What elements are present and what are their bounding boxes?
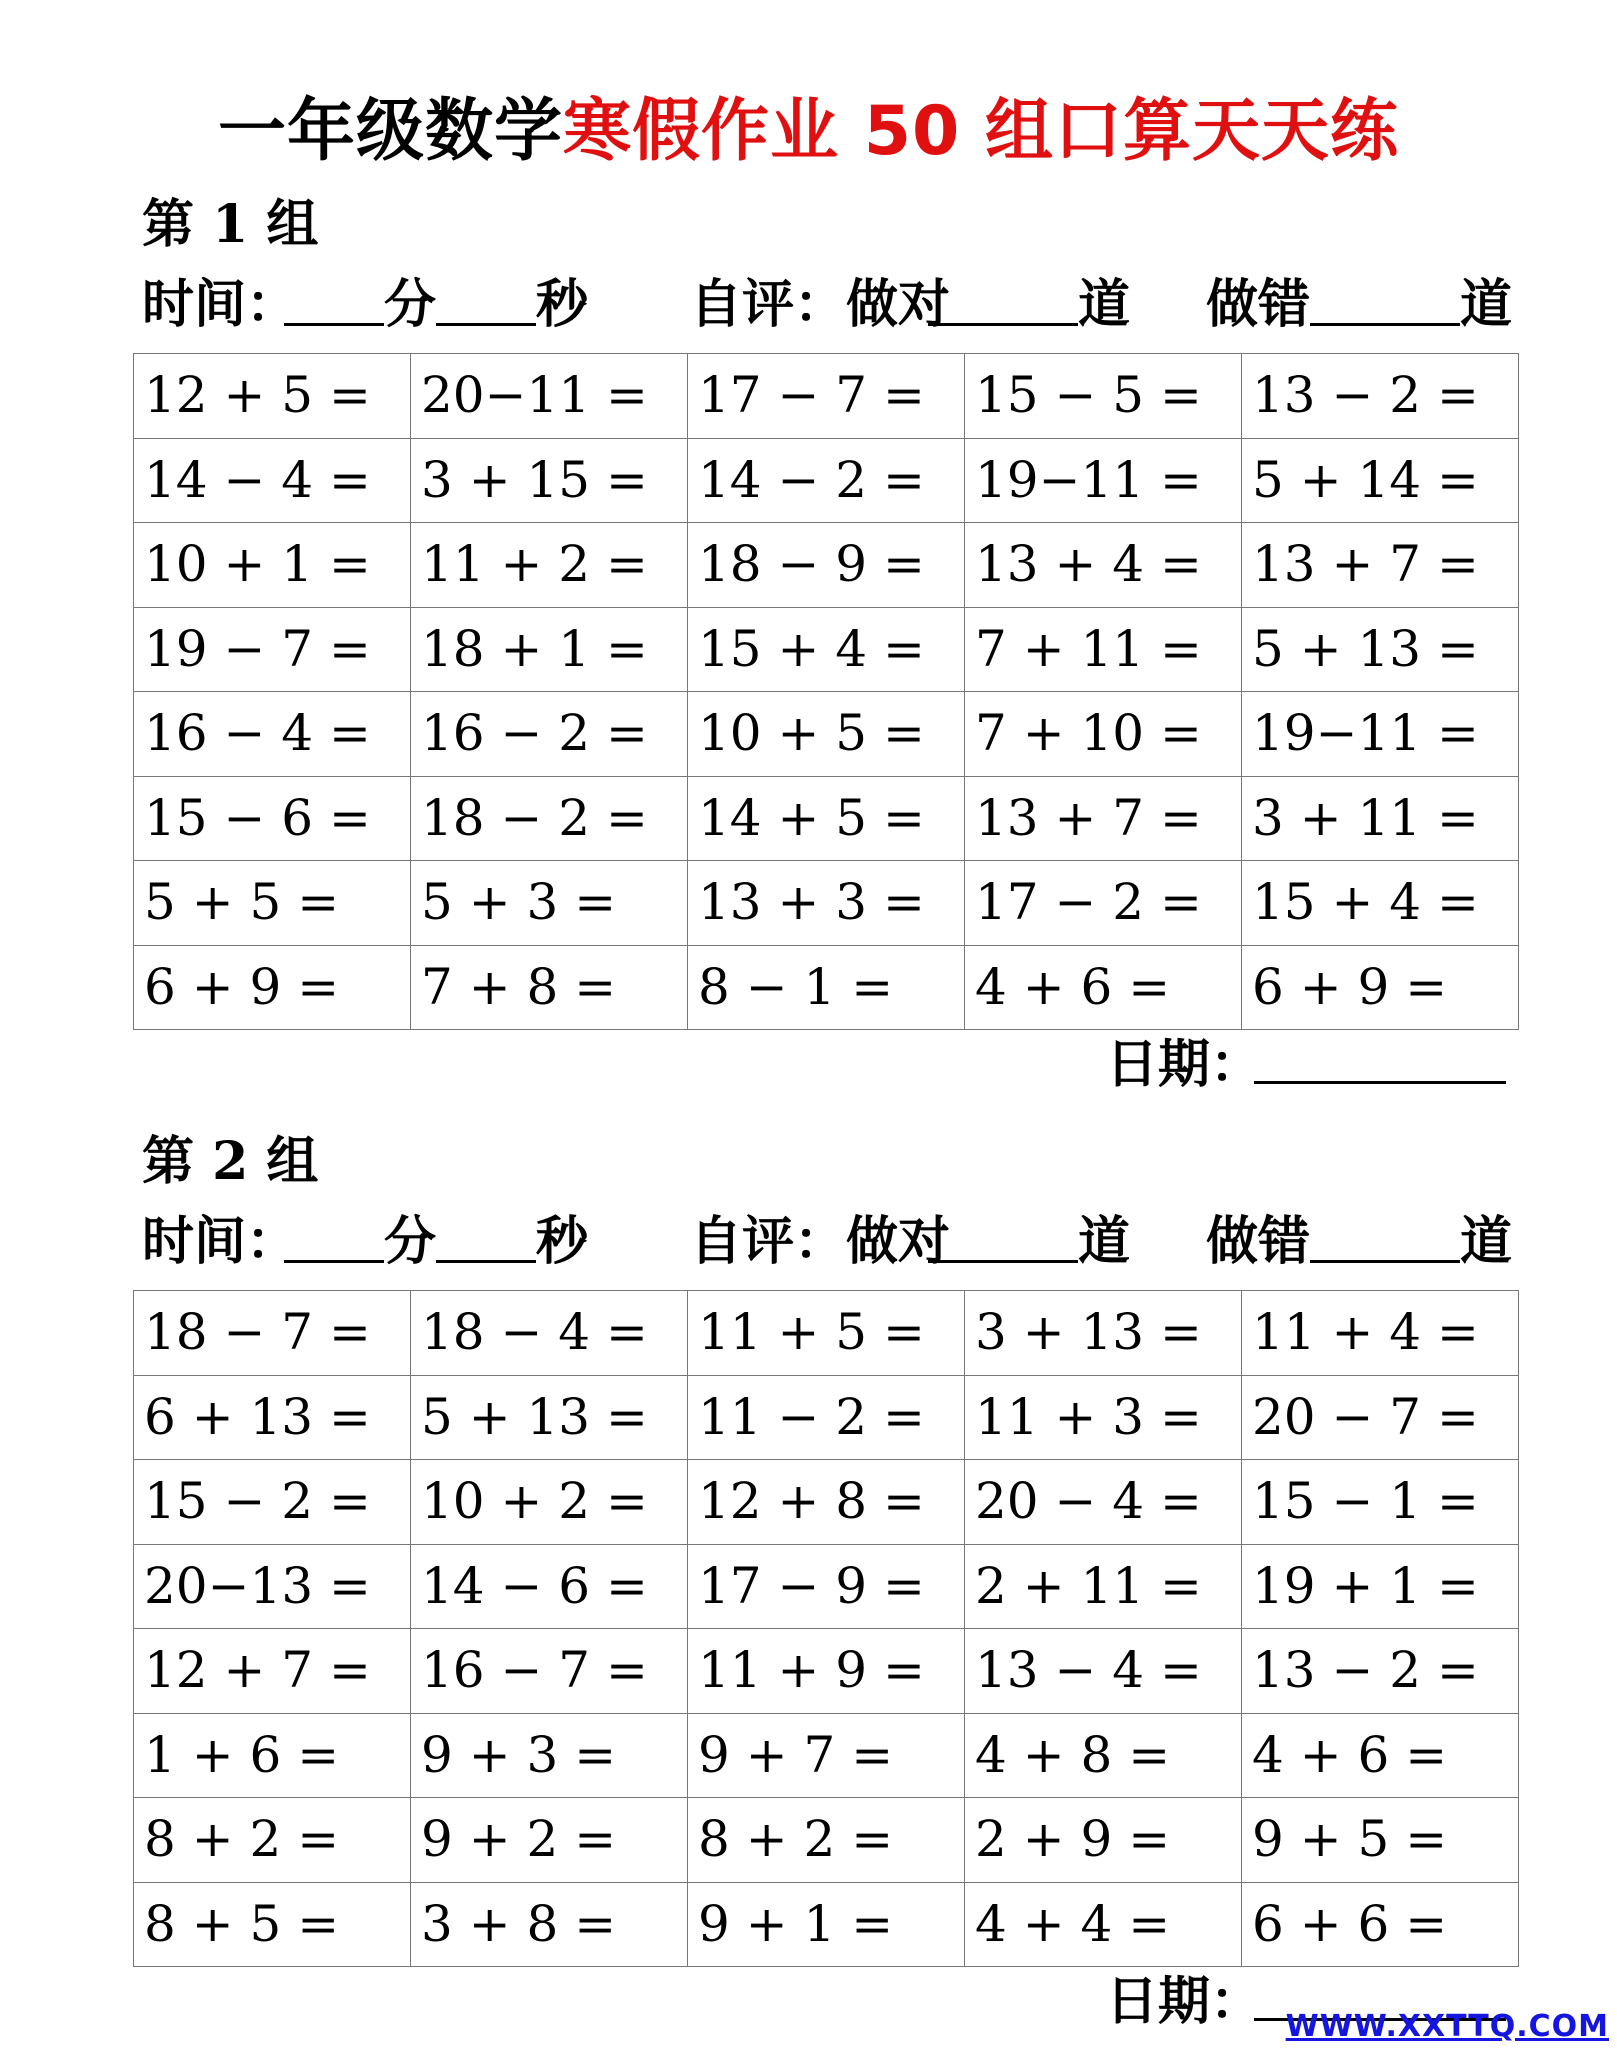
problem-cell[interactable]: 13 − 2 = [1242,354,1519,439]
problem-cell[interactable]: 12 + 5 = [134,354,411,439]
problem-cell[interactable]: 7 + 8 = [411,945,688,1030]
date-label: 日期： [1106,1971,1263,2032]
watermark-link[interactable]: WWW.XXTTQ.COM [1285,2009,1609,2044]
problem-cell[interactable]: 5 + 13 = [1242,607,1519,692]
problem-cell[interactable]: 8 + 2 = [688,1798,965,1883]
problem-cell[interactable]: 4 + 8 = [965,1713,1242,1798]
table-row [134,438,1519,523]
problem-cell[interactable]: 2 + 11 = [965,1544,1242,1629]
time-label: 时间： [142,274,299,335]
problem-cell[interactable]: 13 − 4 = [965,1629,1242,1714]
problem-cell[interactable]: 13 + 7 = [1242,523,1519,608]
problem-cell[interactable]: 16 − 4 = [134,692,411,777]
group-label: 第 1 组 [142,194,319,255]
problem-cell[interactable]: 19−11 = [965,438,1242,523]
problem-cell[interactable]: 9 + 2 = [411,1798,688,1883]
problem-cell[interactable]: 2 + 9 = [965,1798,1242,1883]
problem-cell[interactable]: 13 + 3 = [688,861,965,946]
wrong-label: 做错 [1206,274,1311,335]
problem-cell[interactable]: 15 − 6 = [134,776,411,861]
wrong-label: 做错 [1206,1211,1311,1272]
problem-cell[interactable]: 3 + 11 = [1242,776,1519,861]
problem-cell[interactable]: 18 − 2 = [411,776,688,861]
problem-cell[interactable]: 9 + 3 = [411,1713,688,1798]
wrong-count-blank[interactable] [1310,1210,1460,1263]
problem-cell[interactable]: 8 − 1 = [688,945,965,1030]
problem-cell[interactable]: 13 − 2 = [1242,1629,1519,1714]
problem-cell[interactable]: 15 − 5 = [965,354,1242,439]
problem-cell[interactable]: 12 + 7 = [134,1629,411,1714]
problem-cell[interactable]: 11 − 2 = [688,1375,965,1460]
problem-cell[interactable]: 18 − 7 = [134,1291,411,1376]
problem-cell[interactable]: 9 + 1 = [688,1882,965,1967]
table-row [134,607,1519,692]
table-row [134,1291,1519,1376]
problem-grid [133,353,1519,1030]
group-label: 第 2 组 [142,1131,319,1192]
correct-count-blank[interactable] [928,273,1078,326]
problem-cell[interactable]: 14 + 5 = [688,776,965,861]
date-line [0,1033,1617,1097]
second-blank[interactable] [436,273,536,326]
problem-cell[interactable]: 15 − 1 = [1242,1460,1519,1545]
second-label: 秒 [536,1211,589,1272]
problem-cell[interactable]: 14 − 4 = [134,438,411,523]
problem-cell[interactable]: 17 − 2 = [965,861,1242,946]
problem-cell[interactable]: 15 − 2 = [134,1460,411,1545]
problem-cell[interactable]: 7 + 11 = [965,607,1242,692]
table-row [134,1460,1519,1545]
problem-cell[interactable]: 3 + 8 = [411,1882,688,1967]
date-label: 日期： [1106,1034,1263,1095]
minute-blank[interactable] [284,273,384,326]
meta-line [0,1210,1617,1274]
problem-grid [133,1290,1519,1967]
problem-cell[interactable]: 4 + 4 = [965,1882,1242,1967]
dao-label: 道 [1078,274,1131,335]
problem-cell[interactable]: 3 + 13 = [965,1291,1242,1376]
problem-cell[interactable]: 18 + 1 = [411,607,688,692]
table-row [134,1375,1519,1460]
problem-cell[interactable]: 1 + 6 = [134,1713,411,1798]
problem-cell[interactable]: 6 + 13 = [134,1375,411,1460]
problem-cell[interactable]: 19−11 = [1242,692,1519,777]
problem-cell[interactable]: 9 + 7 = [688,1713,965,1798]
problem-cell[interactable]: 6 + 9 = [1242,945,1519,1030]
problem-cell[interactable]: 7 + 10 = [965,692,1242,777]
minute-label: 分 [384,1211,437,1272]
problem-cell[interactable]: 15 + 4 = [688,607,965,692]
problem-cell[interactable]: 20 − 7 = [1242,1375,1519,1460]
title-black: 一年级数学 [218,92,564,171]
table-row [134,945,1519,1030]
problem-cell[interactable]: 20−11 = [411,354,688,439]
meta-line [0,273,1617,337]
problem-cell[interactable]: 4 + 6 = [965,945,1242,1030]
problem-cell[interactable]: 5 + 3 = [411,861,688,946]
self-eval-label: 自评：做对 [690,1211,951,1272]
problem-cell[interactable]: 9 + 5 = [1242,1798,1519,1883]
second-blank[interactable] [436,1210,536,1263]
problem-cell[interactable]: 16 − 7 = [411,1629,688,1714]
problem-cell[interactable]: 18 − 4 = [411,1291,688,1376]
problem-cell[interactable]: 20 − 4 = [965,1460,1242,1545]
problem-cell[interactable]: 5 + 13 = [411,1375,688,1460]
problem-cell[interactable]: 17 − 7 = [688,354,965,439]
self-eval-label: 自评：做对 [690,274,951,335]
problem-cell[interactable]: 11 + 4 = [1242,1291,1519,1376]
minute-label: 分 [384,274,437,335]
dao-label: 道 [1078,1211,1131,1272]
problem-cell[interactable]: 11 + 2 = [411,523,688,608]
correct-count-blank[interactable] [928,1210,1078,1263]
page-title [0,92,1617,172]
problem-cell[interactable]: 12 + 8 = [688,1460,965,1545]
date-blank[interactable] [1254,1081,1506,1084]
problem-cell[interactable]: 6 + 9 = [134,945,411,1030]
table-row [134,861,1519,946]
problem-cell[interactable]: 19 + 1 = [1242,1544,1519,1629]
table-row [134,354,1519,439]
table-row [134,776,1519,861]
problem-cell[interactable]: 20−13 = [134,1544,411,1629]
problem-cell[interactable]: 8 + 2 = [134,1798,411,1883]
minute-blank[interactable] [284,1210,384,1263]
problem-cell[interactable]: 18 − 9 = [688,523,965,608]
problem-cell[interactable]: 13 + 7 = [965,776,1242,861]
problem-cell[interactable]: 11 + 5 = [688,1291,965,1376]
problem-cell[interactable]: 17 − 9 = [688,1544,965,1629]
table-row [134,1544,1519,1629]
problem-cell[interactable]: 8 + 5 = [134,1882,411,1967]
table-row [134,1882,1519,1967]
problem-cell[interactable]: 10 + 1 = [134,523,411,608]
time-label: 时间： [142,1211,299,1272]
second-label: 秒 [536,274,589,335]
problem-cell[interactable]: 16 − 2 = [411,692,688,777]
problem-cell[interactable]: 14 − 2 = [688,438,965,523]
problem-cell[interactable]: 6 + 6 = [1242,1882,1519,1967]
table-row [134,523,1519,608]
problem-cell[interactable]: 10 + 2 = [411,1460,688,1545]
table-row [134,692,1519,777]
problem-cell[interactable]: 11 + 9 = [688,1629,965,1714]
table-row [134,1629,1519,1714]
dao-label: 道 [1460,274,1513,335]
problem-cell[interactable]: 15 + 4 = [1242,861,1519,946]
table-row [134,1798,1519,1883]
dao-label: 道 [1460,1211,1513,1272]
problem-cell[interactable]: 5 + 14 = [1242,438,1519,523]
title-red: 寒假作业 50 组口算天天练 [563,92,1399,171]
problem-cell[interactable]: 11 + 3 = [965,1375,1242,1460]
problem-cell[interactable]: 3 + 15 = [411,438,688,523]
problem-cell[interactable]: 10 + 5 = [688,692,965,777]
table-row [134,1713,1519,1798]
problem-cell[interactable]: 4 + 6 = [1242,1713,1519,1798]
problem-cell[interactable]: 5 + 5 = [134,861,411,946]
problem-cell[interactable]: 13 + 4 = [965,523,1242,608]
wrong-count-blank[interactable] [1310,273,1460,326]
problem-cell[interactable]: 14 − 6 = [411,1544,688,1629]
problem-cell[interactable]: 19 − 7 = [134,607,411,692]
